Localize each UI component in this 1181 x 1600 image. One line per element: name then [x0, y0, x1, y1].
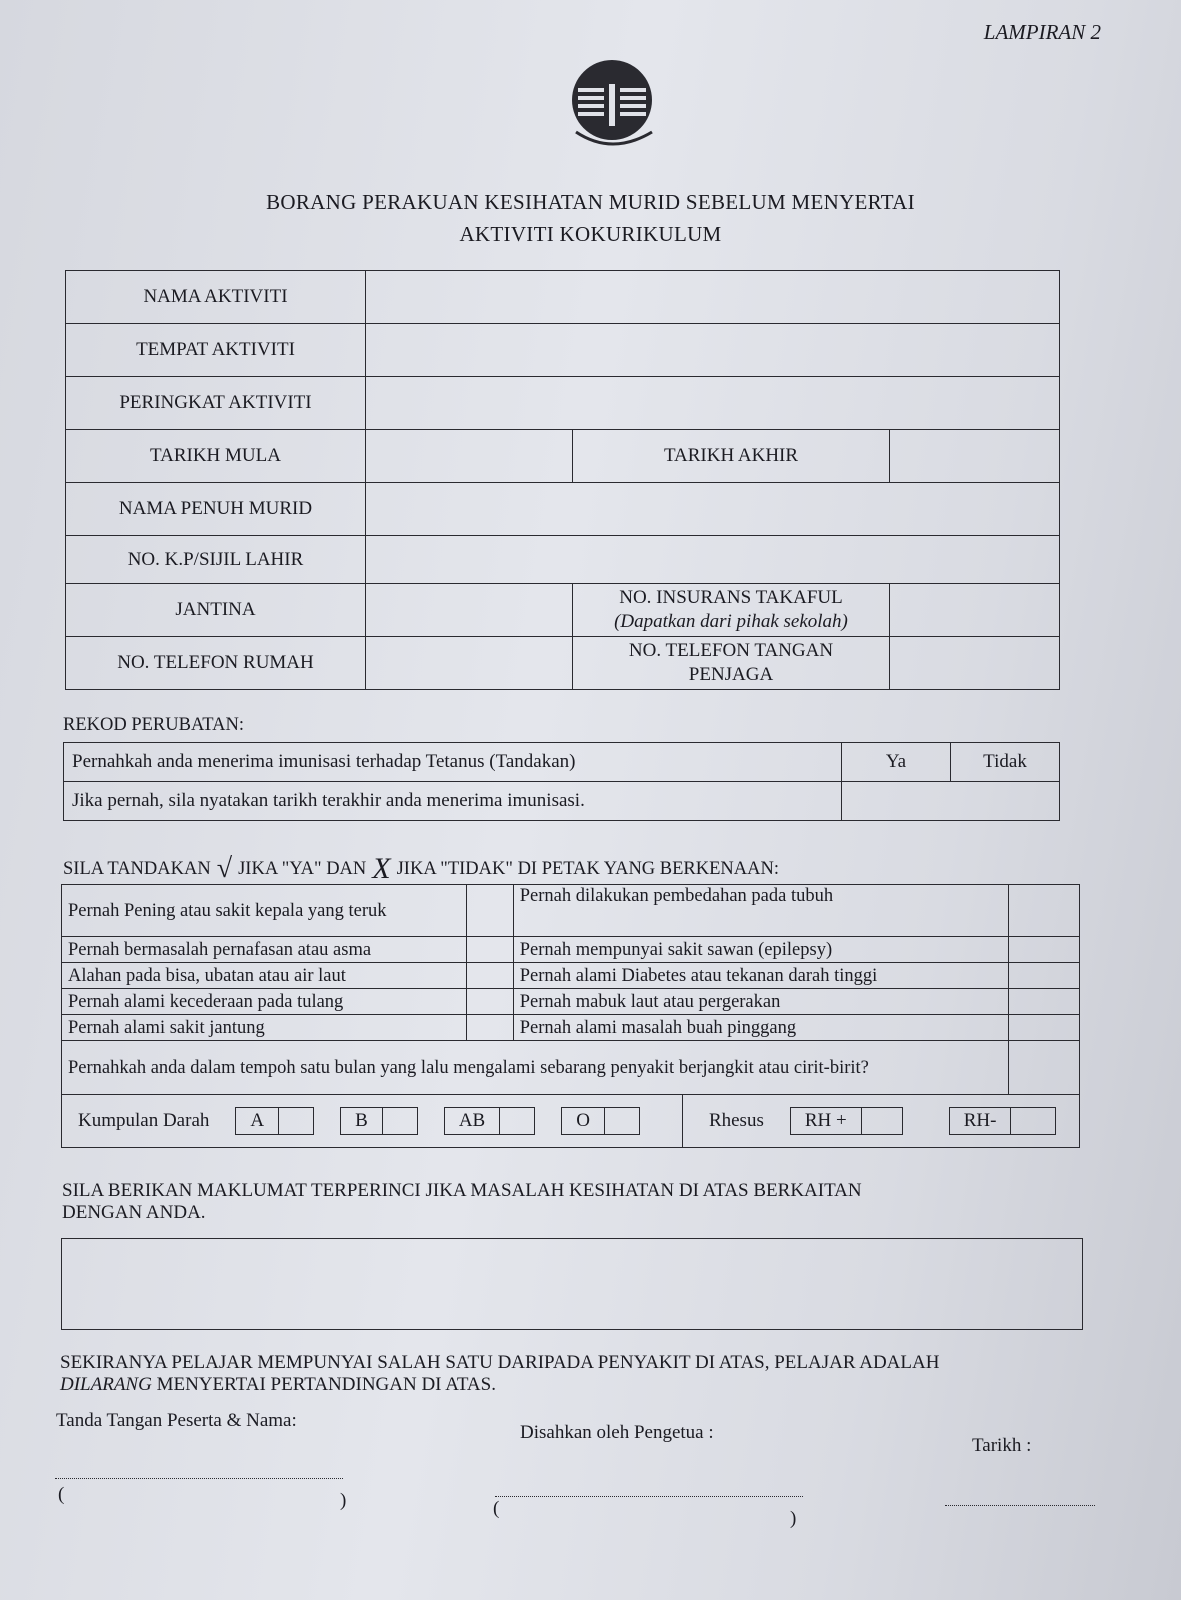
blood-type-ab-box[interactable]	[444, 1107, 535, 1135]
tetanus-question: Pernahkah anda menerima imunisasi terhadap Tetanus (Tandakan)	[64, 743, 842, 782]
label-nama-aktiviti: NAMA AKTIVITI	[66, 271, 366, 324]
rhesus-positive-box[interactable]	[790, 1107, 903, 1135]
label-jantina: JANTINA	[66, 584, 366, 637]
field-tarikh-akhir[interactable]	[890, 430, 1060, 483]
form-title-line1: BORANG PERAKUAN KESIHATAN MURID SEBELUM MENYERTAI	[266, 190, 915, 214]
checklist-right-label: Pernah dilakukan pembedahan pada tubuh	[513, 885, 1008, 937]
close-paren: )	[340, 1490, 347, 1511]
warning-text	[60, 1352, 939, 1396]
tetanus-ya-option[interactable]: Ya	[842, 743, 951, 782]
checklist-checkbox[interactable]	[466, 1015, 513, 1041]
activity-info-table	[65, 270, 1060, 690]
label-nama-penuh: NAMA PENUH MURID	[66, 483, 366, 536]
form-title-line2: AKTIVITI KOKURIKULUM	[459, 222, 722, 246]
warning-dilarang: DILARANG	[60, 1374, 152, 1395]
tetanus-tidak-option[interactable]: Tidak	[951, 743, 1060, 782]
checklist-right-label: Pernah alami Diabetes atau tekanan darah tinggi	[513, 963, 1008, 989]
telefon-penjaga-line1: NO. TELEFON TANGAN	[628, 640, 834, 661]
checklist-left-label: Pernah alami kecederaan pada tulang	[62, 989, 467, 1015]
tarikh-label: Tarikh :	[972, 1435, 1032, 1456]
field-tetanus-date[interactable]	[842, 782, 1060, 821]
field-insurans[interactable]	[890, 584, 1060, 637]
insurans-title: NO. INSURANS TAKAFUL	[619, 587, 843, 608]
checklist-checkbox[interactable]	[1008, 937, 1079, 963]
label-no-kp: NO. K.P/SIJIL LAHIR	[66, 536, 366, 584]
tick-instruction	[63, 852, 779, 886]
signature-pengetua-label: Disahkan oleh Pengetua :	[520, 1422, 714, 1443]
detail-line2: DENGAN ANDA.	[62, 1202, 206, 1223]
checklist-checkbox[interactable]	[1008, 1015, 1079, 1041]
blood-type-label: A	[236, 1108, 279, 1134]
check-mark-icon: √	[216, 853, 233, 884]
checklist-checkbox[interactable]	[466, 989, 513, 1015]
blood-type-b-box[interactable]	[340, 1107, 418, 1135]
signature-peserta-line[interactable]	[55, 1478, 343, 1479]
label-tarikh-mula: TARIKH MULA	[66, 430, 366, 483]
field-tempat-aktiviti[interactable]	[366, 324, 1060, 377]
telefon-penjaga-line2: PENJAGA	[688, 664, 774, 685]
health-checklist-table	[61, 884, 1080, 1148]
blood-group-row	[62, 1095, 1080, 1148]
tick-heading-b: JIKA "YA" DAN	[238, 858, 367, 879]
field-no-kp[interactable]	[366, 536, 1060, 584]
rhesus-option-label: RH +	[791, 1108, 862, 1134]
checklist-checkbox[interactable]	[1008, 989, 1079, 1015]
health-detail-field[interactable]	[61, 1238, 1083, 1330]
detail-instruction	[62, 1180, 862, 1224]
field-jantina[interactable]	[366, 584, 573, 637]
checklist-right-label: Pernah mempunyai sakit sawan (epilepsy)	[513, 937, 1008, 963]
field-nama-penuh[interactable]	[366, 483, 1060, 536]
tarikh-line[interactable]	[945, 1505, 1095, 1506]
warning-line1: SEKIRANYA PELAJAR MEMPUNYAI SALAH SATU DARIPADA PENYAKIT DI ATAS, PELAJAR ADALAH	[60, 1352, 940, 1373]
checklist-right-label: Pernah alami masalah buah pinggang	[513, 1015, 1008, 1041]
tick-heading-a: SILA TANDAKAN	[63, 858, 211, 879]
label-telefon-rumah: NO. TELEFON RUMAH	[66, 637, 366, 690]
divider	[682, 1095, 683, 1147]
lampiran-label: LAMPIRAN 2	[983, 20, 1101, 44]
detail-line1: SILA BERIKAN MAKLUMAT TERPERINCI JIKA MASALAH KESIHATAN DI ATAS BERKAITAN	[62, 1180, 862, 1201]
label-peringkat-aktiviti: PERINGKAT AKTIVITI	[66, 377, 366, 430]
rhesus-label: Rhesus	[708, 1110, 764, 1131]
rhesus-option-label: RH-	[950, 1108, 1012, 1134]
label-telefon-penjaga	[573, 637, 890, 690]
checklist-checkbox[interactable]	[1008, 1041, 1079, 1095]
blood-type-label: B	[341, 1108, 383, 1134]
rhesus-negative-box[interactable]	[949, 1107, 1057, 1135]
ministry-logo	[568, 56, 664, 160]
warning-line2: MENYERTAI PERTANDINGAN DI ATAS.	[151, 1374, 496, 1395]
checklist-checkbox[interactable]	[1008, 885, 1079, 937]
label-insurans	[573, 584, 890, 637]
label-tempat-aktiviti: TEMPAT AKTIVITI	[66, 324, 366, 377]
blood-type-o-box[interactable]	[561, 1107, 640, 1135]
close-paren: )	[790, 1508, 797, 1529]
field-telefon-rumah[interactable]	[366, 637, 573, 690]
cross-mark-icon: X	[372, 852, 391, 885]
label-tarikh-akhir: TARIKH AKHIR	[573, 430, 890, 483]
blood-type-label: O	[562, 1108, 605, 1134]
field-peringkat-aktiviti[interactable]	[366, 377, 1060, 430]
signature-peserta-label: Tanda Tangan Peserta & Nama:	[56, 1410, 297, 1431]
blood-type-label: AB	[445, 1108, 500, 1134]
checklist-right-label: Pernah mabuk laut atau pergerakan	[513, 989, 1008, 1015]
tick-heading-c: JIKA "TIDAK" DI PETAK YANG BERKENAAN:	[396, 858, 780, 879]
infection-question: Pernahkah anda dalam tempoh satu bulan yang lalu mengalami sebarang penyakit berjangkit atau cirit-birit?	[62, 1041, 1009, 1095]
blood-group-label: Kumpulan Darah	[78, 1110, 210, 1131]
open-paren: (	[493, 1498, 500, 1519]
field-tarikh-mula[interactable]	[366, 430, 573, 483]
signature-pengetua-line[interactable]	[495, 1496, 803, 1497]
open-paren: (	[58, 1484, 65, 1505]
checklist-left-label: Alahan pada bisa, ubatan atau air laut	[62, 963, 467, 989]
checklist-checkbox[interactable]	[1008, 963, 1079, 989]
blood-type-a-box[interactable]	[235, 1107, 314, 1135]
field-telefon-penjaga[interactable]	[890, 637, 1060, 690]
medical-record-heading: REKOD PERUBATAN:	[63, 715, 244, 735]
field-nama-aktiviti[interactable]	[366, 271, 1060, 324]
checklist-checkbox[interactable]	[466, 885, 513, 937]
checklist-checkbox[interactable]	[466, 963, 513, 989]
insurans-note: (Dapatkan dari pihak sekolah)	[614, 611, 848, 632]
checklist-left-label: Pernah alami sakit jantung	[62, 1015, 467, 1041]
checklist-left-label: Pernah Pening atau sakit kepala yang teruk	[62, 885, 467, 937]
tetanus-date-question: Jika pernah, sila nyatakan tarikh terakhir anda menerima imunisasi.	[64, 782, 842, 821]
checklist-left-label: Pernah bermasalah pernafasan atau asma	[62, 937, 467, 963]
checklist-checkbox[interactable]	[466, 937, 513, 963]
medical-record-table	[63, 742, 1060, 821]
